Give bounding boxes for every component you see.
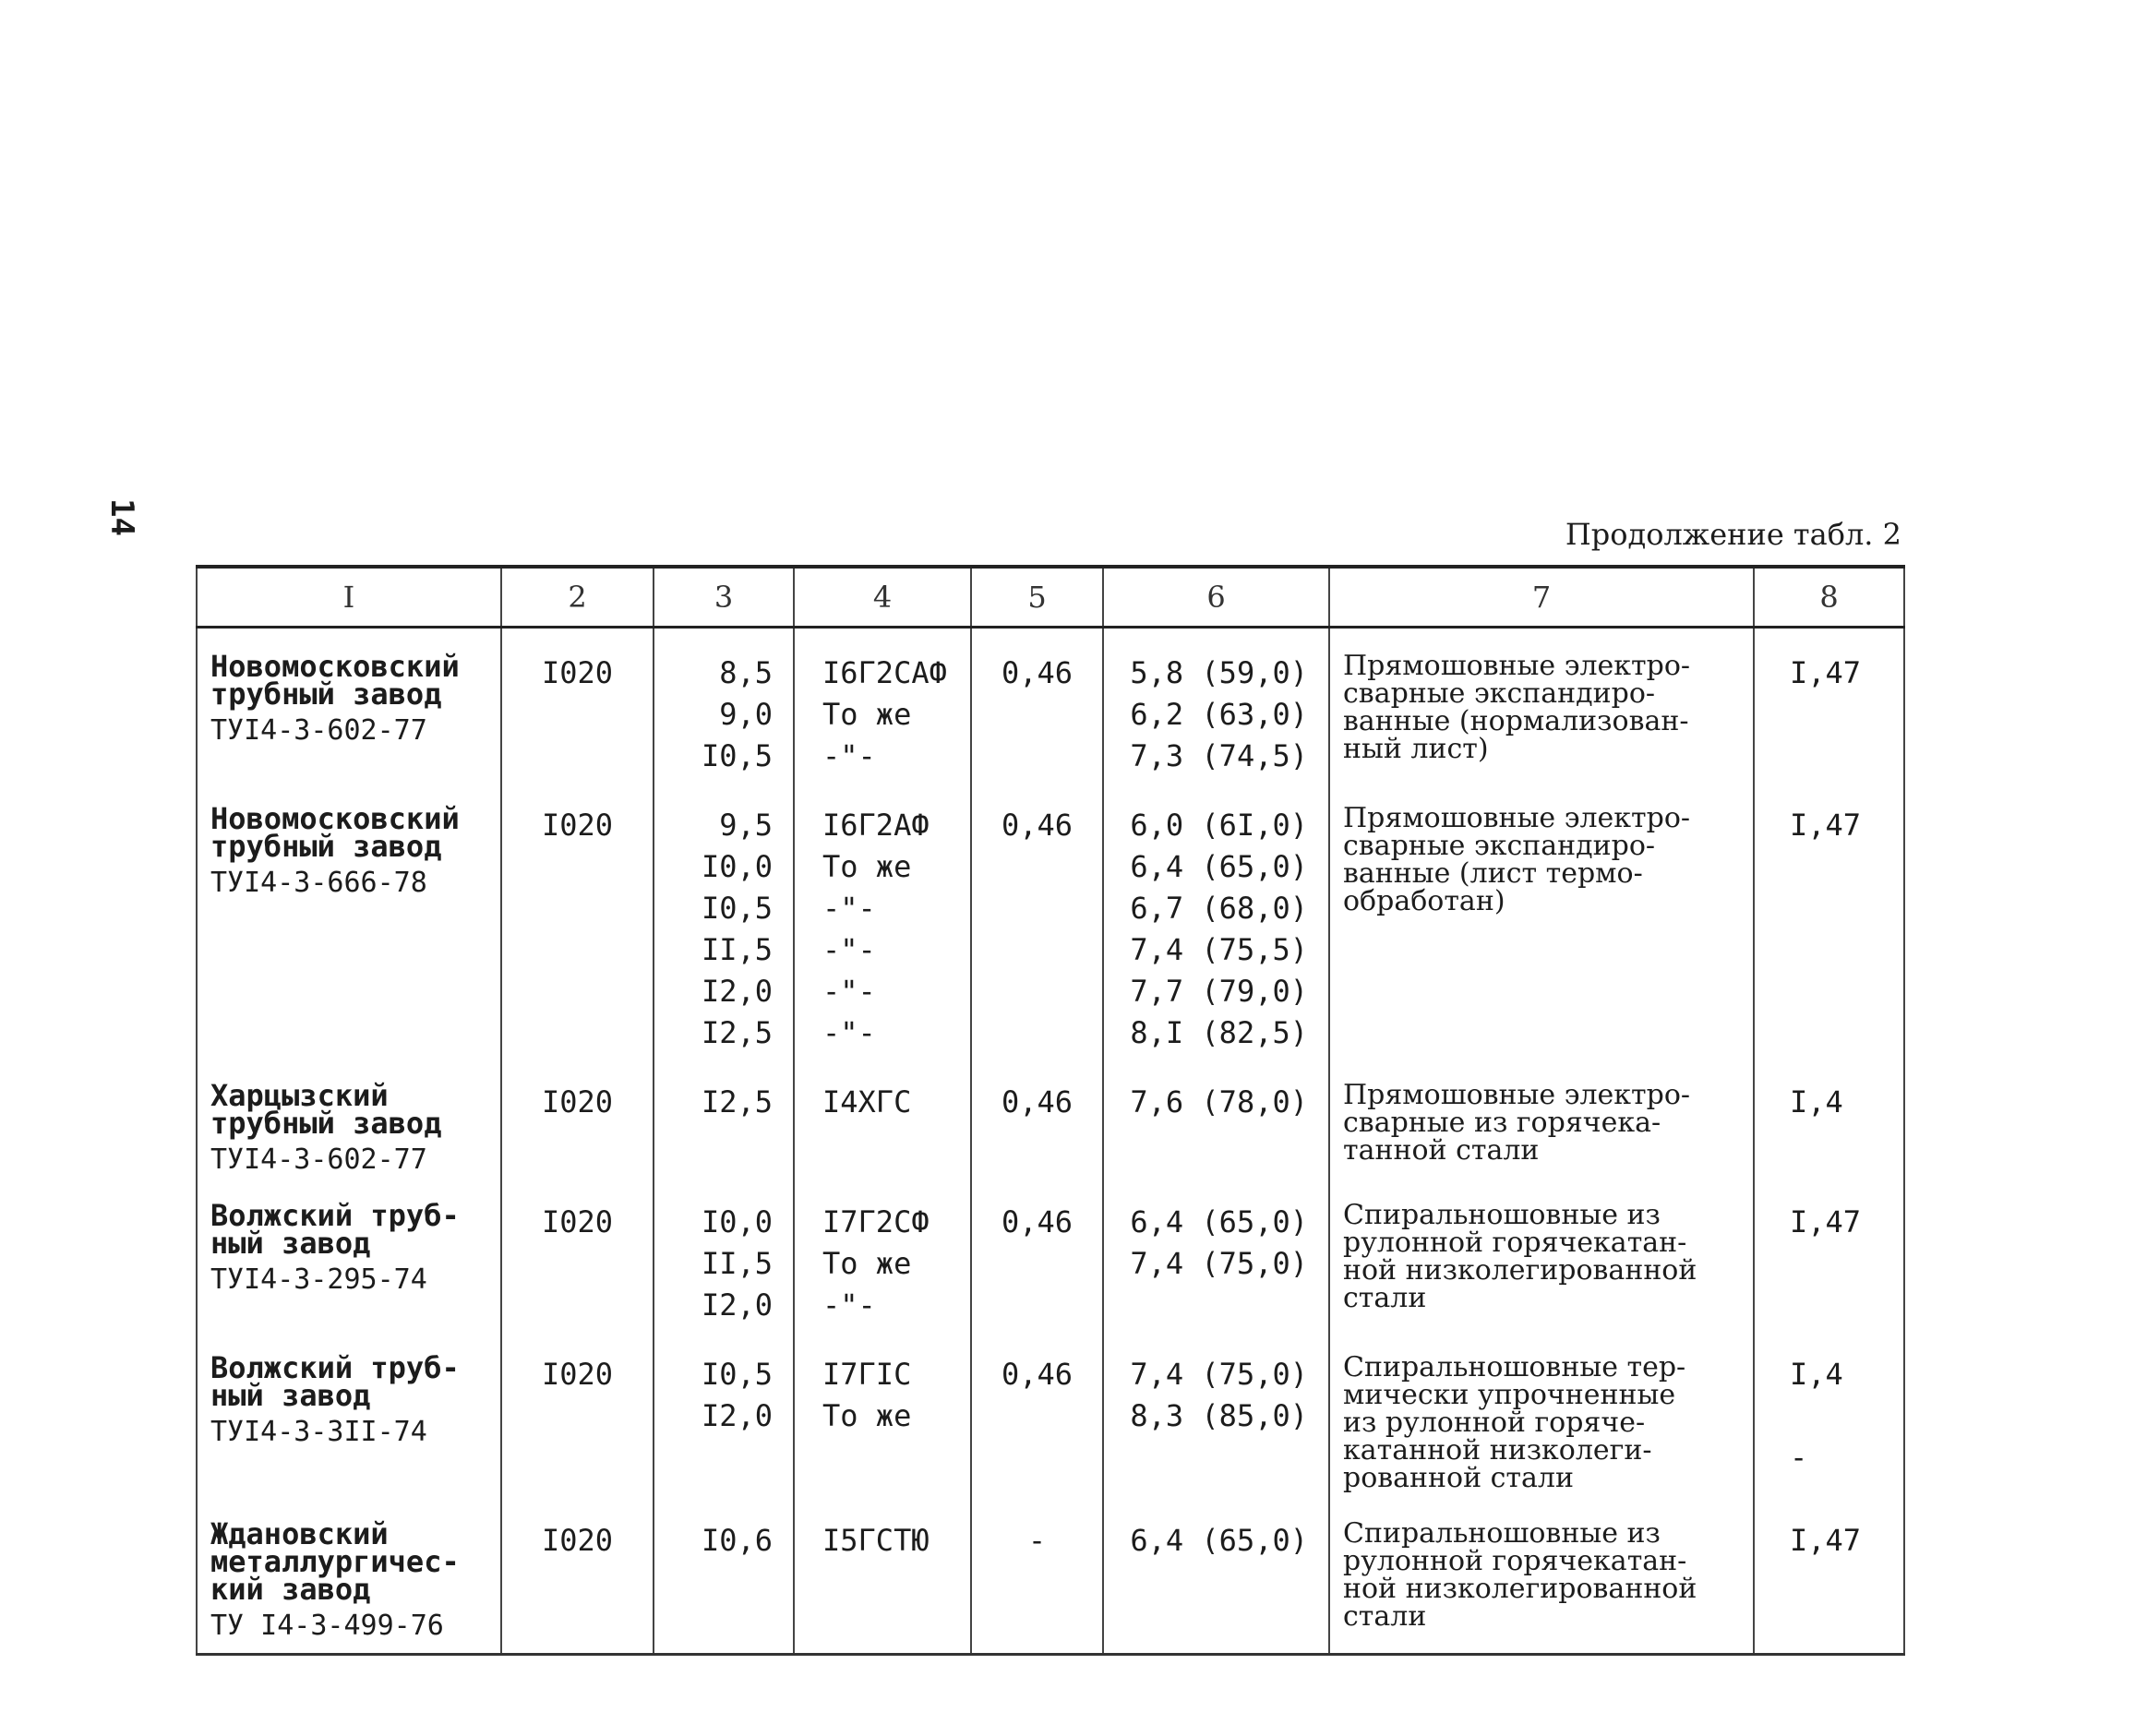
plant-name: Новомосковский трубный завод <box>210 649 460 712</box>
strength-value: 6,7 (68,0) <box>1130 891 1308 926</box>
pipe-type-text: Прямошовные электро- сварные из горячека- танной стали <box>1343 1079 1691 1167</box>
factor-value: I,47 <box>1790 1523 1862 1558</box>
steel-grade-cell <box>794 1339 971 1505</box>
strength-value: 6,4 (65,0) <box>1130 849 1308 884</box>
thickness-value: I2,5 <box>701 1084 773 1119</box>
strength-value: 7,4 (75,0) <box>1130 1357 1308 1392</box>
plant-cell <box>197 790 501 1067</box>
steel-grade-value: -"- <box>822 891 876 926</box>
pipe-type-text: Спиральношовные из рулонной горячекатан- ной низколегированной стали <box>1343 1199 1697 1314</box>
thickness-cell <box>654 1505 794 1655</box>
thickness-value: I2,0 <box>701 1398 773 1433</box>
column-header: 7 <box>1329 567 1754 628</box>
page-number: 14 <box>103 498 140 536</box>
spec-code: ТУI4-3-3II-74 <box>210 1416 427 1448</box>
thickness-value: I2,5 <box>701 1015 773 1050</box>
coefficient-cell <box>971 790 1103 1067</box>
steel-grade-value: -"- <box>822 1287 876 1323</box>
thickness-value: 8,5 <box>719 655 773 690</box>
factor-value: - <box>1790 1440 1808 1475</box>
coefficient-value: 0,46 <box>1001 808 1074 843</box>
factor-value: I,4 <box>1790 1357 1843 1392</box>
strength-cell <box>1103 1067 1329 1187</box>
strength-value: 7,6 (78,0) <box>1130 1084 1308 1119</box>
factor-cell <box>1754 1187 1904 1339</box>
factor-cell <box>1754 790 1904 1067</box>
steel-grade-cell <box>794 1067 971 1187</box>
steel-grade-value: То же <box>822 1398 912 1433</box>
steel-grade-value: -"- <box>822 738 876 773</box>
coefficient-cell <box>971 1505 1103 1655</box>
strength-cell <box>1103 790 1329 1067</box>
strength-cell <box>1103 1505 1329 1655</box>
pipe-specs-table <box>196 565 1905 1656</box>
thickness-value: I0,5 <box>701 1357 773 1392</box>
pipe-type-text: Спиральношовные из рулонной горячекатан- ной низколегированной стали <box>1343 1517 1697 1633</box>
thickness-cell <box>654 1187 794 1339</box>
strength-cell <box>1103 628 1329 791</box>
diameter-value: I020 <box>541 655 614 690</box>
diameter-cell <box>501 1187 654 1339</box>
steel-grade-value: -"- <box>822 1015 876 1050</box>
diameter-value: I020 <box>541 1204 614 1239</box>
plant-name: Волжский труб- ный завод <box>210 1350 460 1413</box>
pipe-type-cell <box>1329 628 1754 791</box>
pipe-type-cell <box>1329 1339 1754 1505</box>
spec-code: ТУI4-3-295-74 <box>210 1263 427 1296</box>
plant-cell <box>197 1187 501 1339</box>
factor-value: I,47 <box>1790 655 1862 690</box>
spec-code: ТУI4-3-666-78 <box>210 867 427 899</box>
steel-grade-cell <box>794 790 971 1067</box>
strength-value: 7,3 (74,5) <box>1130 738 1308 773</box>
plant-name: Волжский труб- ный завод <box>210 1198 460 1261</box>
spec-code: ТУI4-3-602-77 <box>210 714 427 747</box>
column-header: 5 <box>971 567 1103 628</box>
spec-code: ТУ I4-3-499-76 <box>210 1610 444 1642</box>
pipe-type-cell <box>1329 790 1754 1067</box>
strength-value: 5,8 (59,0) <box>1130 655 1308 690</box>
diameter-cell <box>501 790 654 1067</box>
thickness-value: II,5 <box>701 932 773 967</box>
coefficient-value: 0,46 <box>1001 655 1074 690</box>
thickness-value: I0,0 <box>701 1204 773 1239</box>
thickness-value: I2,0 <box>701 974 773 1009</box>
thickness-value: I0,0 <box>701 849 773 884</box>
factor-cell <box>1754 1505 1904 1655</box>
table-row <box>197 790 1904 1067</box>
diameter-cell <box>501 1339 654 1505</box>
thickness-value: I2,0 <box>701 1287 773 1323</box>
steel-grade-value: То же <box>822 849 912 884</box>
pipe-type-cell <box>1329 1505 1754 1655</box>
pipe-type-cell <box>1329 1067 1754 1187</box>
diameter-value: I020 <box>541 808 614 843</box>
table-row <box>197 1187 1904 1339</box>
coefficient-cell <box>971 1067 1103 1187</box>
thickness-cell <box>654 1067 794 1187</box>
strength-value: 6,2 (63,0) <box>1130 697 1308 732</box>
steel-grade-value: -"- <box>822 974 876 1009</box>
coefficient-value: 0,46 <box>1001 1084 1074 1119</box>
coefficient-cell <box>971 1187 1103 1339</box>
pipe-type-cell <box>1329 1187 1754 1339</box>
thickness-value: 9,0 <box>719 697 773 732</box>
thickness-value: I0,5 <box>701 891 773 926</box>
table-caption: Продолжение табл. 2 <box>1565 517 1901 552</box>
steel-grade-value: I4ХГС <box>822 1084 912 1119</box>
column-header: I <box>197 567 501 628</box>
steel-grade-cell <box>794 1187 971 1339</box>
strength-cell <box>1103 1187 1329 1339</box>
thickness-cell <box>654 1339 794 1505</box>
coefficient-cell <box>971 628 1103 791</box>
steel-grade-value: I7ГIС <box>822 1357 912 1392</box>
steel-grade-value: -"- <box>822 932 876 967</box>
steel-grade-value: I6Г2АФ <box>822 808 930 843</box>
steel-grade-value: I5ГСТЮ <box>822 1523 930 1558</box>
table-row <box>197 1505 1904 1655</box>
factor-cell <box>1754 1339 1904 1505</box>
factor-cell <box>1754 1067 1904 1187</box>
strength-value: 7,4 (75,5) <box>1130 932 1308 967</box>
steel-grade-value: I7Г2СФ <box>822 1204 930 1239</box>
strength-value: 6,4 (65,0) <box>1130 1204 1308 1239</box>
spec-code: ТУI4-3-602-77 <box>210 1143 427 1176</box>
diameter-cell <box>501 628 654 791</box>
thickness-value: II,5 <box>701 1246 773 1281</box>
thickness-cell <box>654 790 794 1067</box>
strength-value: 6,0 (6I,0) <box>1130 808 1308 843</box>
column-header: 6 <box>1103 567 1329 628</box>
factor-value: I,47 <box>1790 1204 1862 1239</box>
steel-grade-value: То же <box>822 1246 912 1281</box>
steel-grade-cell <box>794 628 971 791</box>
table-row <box>197 1339 1904 1505</box>
pipe-type-text: Прямошовные электро- сварные экспандиро- ванные (лист термо- обработан) <box>1343 802 1691 917</box>
pipe-type-text: Прямошовные электро- сварные экспандиро- ванные (нормализован- ный лист) <box>1343 650 1691 765</box>
column-header: 4 <box>794 567 971 628</box>
table-row <box>197 628 1904 791</box>
diameter-value: I020 <box>541 1357 614 1392</box>
factor-value: I,47 <box>1790 808 1862 843</box>
coefficient-value: 0,46 <box>1001 1357 1074 1392</box>
steel-grade-value: I6Г2САФ <box>822 655 947 690</box>
column-header: 3 <box>654 567 794 628</box>
factor-value <box>1790 1395 1890 1437</box>
strength-cell <box>1103 1339 1329 1505</box>
strength-value: 6,4 (65,0) <box>1130 1523 1308 1558</box>
coefficient-cell <box>971 1339 1103 1505</box>
steel-grade-cell <box>794 1505 971 1655</box>
diameter-cell <box>501 1067 654 1187</box>
plant-cell <box>197 628 501 791</box>
thickness-value: 9,5 <box>719 808 773 843</box>
diameter-cell <box>501 1505 654 1655</box>
column-header: 2 <box>501 567 654 628</box>
strength-value: 8,I (82,5) <box>1130 1015 1308 1050</box>
plant-name: Ждановский металлургичес- кий завод <box>210 1516 460 1607</box>
strength-value: 7,4 (75,0) <box>1130 1246 1308 1281</box>
column-header: 8 <box>1754 567 1904 628</box>
plant-cell <box>197 1505 501 1655</box>
steel-grade-value: То же <box>822 697 912 732</box>
plant-cell <box>197 1339 501 1505</box>
strength-value: 7,7 (79,0) <box>1130 974 1308 1009</box>
strength-value: 8,3 (85,0) <box>1130 1398 1308 1433</box>
diameter-value: I020 <box>541 1523 614 1558</box>
thickness-value: I0,6 <box>701 1523 773 1558</box>
coefficient-value: 0,46 <box>1001 1204 1074 1239</box>
plant-name: Харцызский трубный завод <box>210 1078 442 1141</box>
diameter-value: I020 <box>541 1084 614 1119</box>
pipe-type-text: Спиральношовные тер- мически упрочненные из рулонной горяче- катанной низколеги- рованной стали <box>1343 1351 1686 1494</box>
plant-cell <box>197 1067 501 1187</box>
plant-name: Новомосковский трубный завод <box>210 801 460 864</box>
factor-value: I,4 <box>1790 1084 1843 1119</box>
thickness-cell <box>654 628 794 791</box>
table-row <box>197 1067 1904 1187</box>
thickness-value: I0,5 <box>701 738 773 773</box>
factor-cell <box>1754 628 1904 791</box>
table-header-row <box>197 567 1904 628</box>
coefficient-value: - <box>1027 1523 1047 1558</box>
